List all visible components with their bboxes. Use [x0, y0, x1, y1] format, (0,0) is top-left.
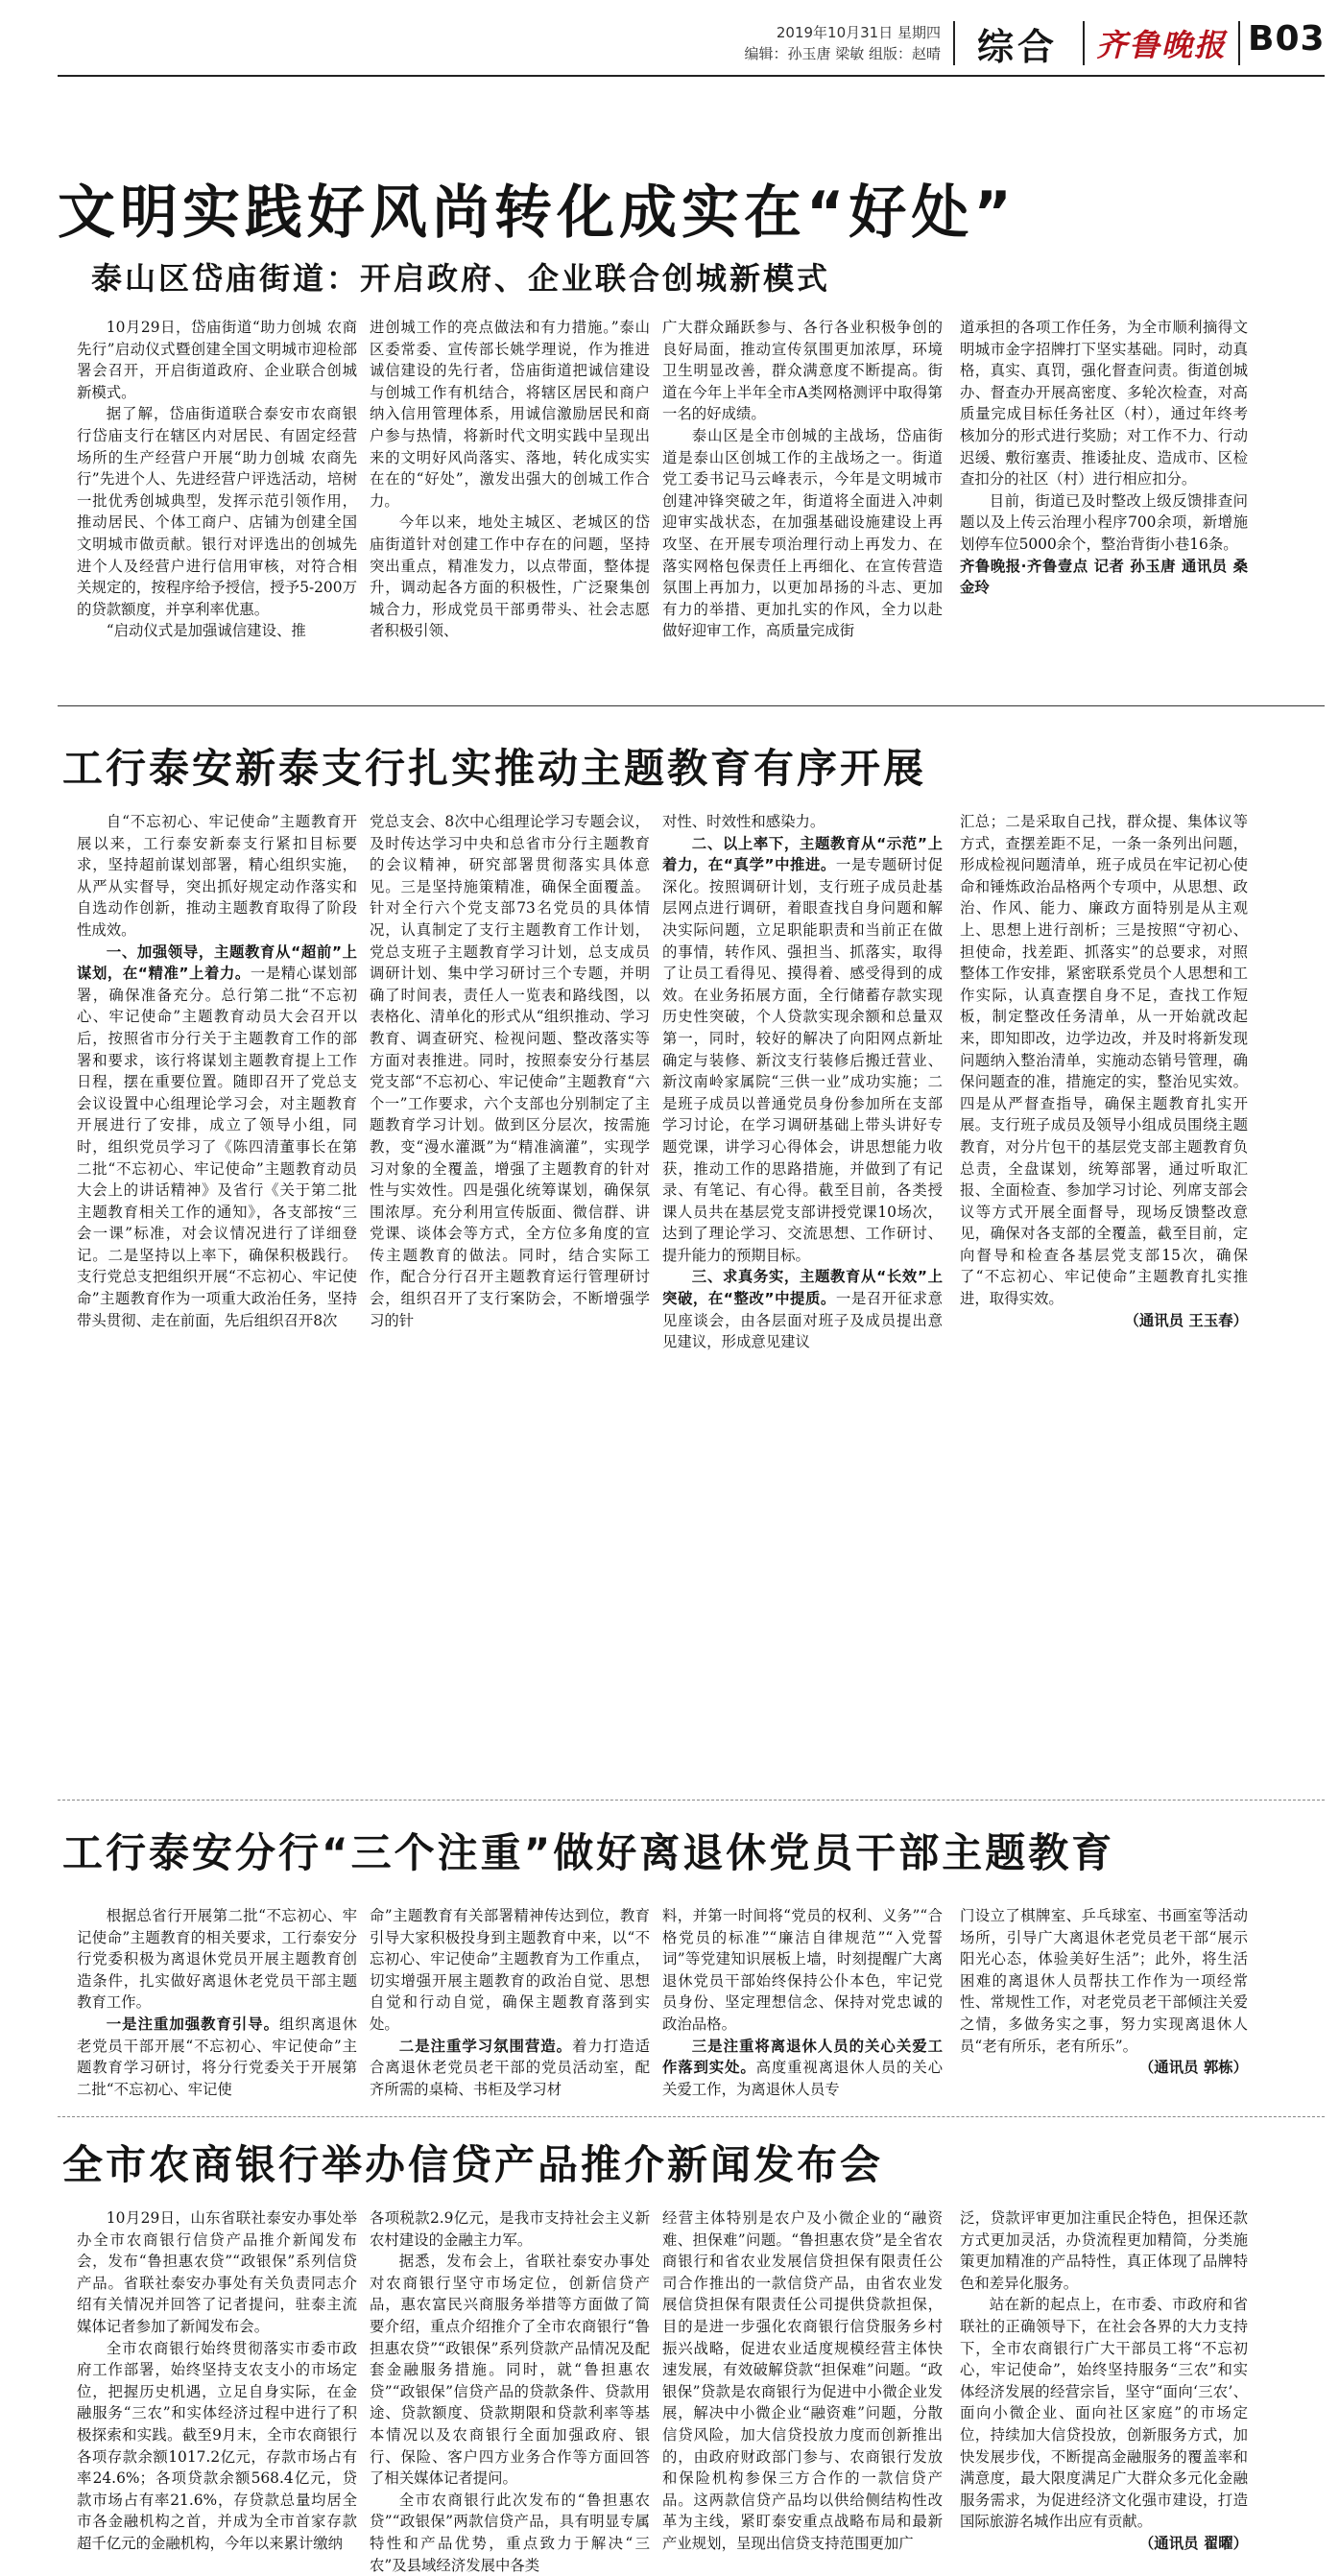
paragraph: 广大群众踊跃参与、各行各业积极争创的良好局面，推动宣传氛围更加浓厚，环境卫生明显改善，群众满意度不断提高。街道在今年上半年全市A类网格测评中取得第一名的好成绩。	[662, 319, 943, 423]
paragraph: “启动仪式是加强诚信建设、推	[106, 622, 306, 640]
paragraph: 据悉，发布会上，省联社泰安办事处对农商银行坚守市场定位，创新信贷产品，惠农富民兴商服务举措等方面做了简要介绍，重点介绍推介了全市农商银行“鲁担惠农贷”“政银保”系列贷款产品情况及配套金融服务措施。同时，就“鲁担惠农贷”“政银保”信贷产品的贷款条件、贷款用途、贷款额度、贷款期限和贷款利率等基本情况以及农商银行全面加强政府、银行、保险、客户四方业务合作等方面回答了相关媒体记者提问。	[370, 2253, 650, 2488]
paragraph: 进创城工作的亮点做法和有力措施。”泰山区委常委、宣传部长姚学理说，作为推进诚信建设的先行者，岱庙街道把诚信建设与创城工作有机结合，将辖区居民和商户纳入信用管理体系，用诚信激励居民和商户参与热情，将新时代文明实践中呈现出来的文明好风尚落实、落地，转化成实实在在的“好处”，激发出强大的创城工作合力。	[370, 319, 650, 510]
section-lead: 一是注重加强教育引导。	[106, 2015, 280, 2033]
paragraph-body: 一是专题研讨促深化。按照调研计划，支行班子成员赴基层网点进行调研，着眼查找自身问题和解决实际问题，立足职能职责和当前正在做的事情，转作风、强担当、抓落实，取得了让员工看得见、摸得着、感受得到的成效。在业务拓展方面，全行储蓄存款实现历史性突破，个人贷款实现余额和总量双第一，同时，较好的解决了向阳网点新址确定与装修、新汶支行装修后搬迁营业、新汶南岭家属院“三供一业”成功实施；二是班子成员以普通党员身份参加所在支部学习讨论，在学习调研基础上带头讲好专题党课，讲学习心得体会，讲思想能力收获，推动工作的思路措施，并做到了有记录、有笔记、有心得。截至目前，各类授课人员共在基层党支部讲授党课10场次，达到了理论学习、交流思想、工作研讨、提升能力的预期目标。	[662, 856, 943, 1264]
byline: （通讯员 翟曜）	[1138, 2534, 1248, 2552]
paragraph: 道承担的各项工作任务，为全市顺利摘得文明城市金字招牌打下坚实基础。同时，动真格，真实、真罚，强化督查问责。街道创城办、督查办开展高密度、多轮次检查，对高质量完成目标任务社区（村），通过年终考核加分的形式进行奖励；对工作不力、行动迟缓、敷衍塞责、推诿扯皮、造成市、区检查扣分的社区（村）进行相应扣分。	[960, 319, 1248, 489]
article-4-column-3	[662, 2207, 943, 2552]
paragraph: 命”主题教育有关部署精神传达到位，教育引导大家积极投身到主题教育中来，以“不忘初心、牢记使命”主题教育为工作重点，切实增强开展主题教育的政治自觉、思想自觉和行动自觉，确保主题教育落到实处。	[370, 1907, 650, 2033]
paragraph-body: 一是精心谋划部署，确保准备充分。总行第二批“不忘初心、牢记使命”主题教育动员大会召开以后，按照省市分行关于主题教育工作的部署和要求，该行将谋划主题教育提上工作日程，摆在重要位置。随即召开了党总支会议设置中心组理论学习会，对主题教育开展进行了安排，成立了领导小组，同时，组织党员学习了《陈四清董事长在第二批“不忘初心、牢记使命”主题教育动员大会上的讲话精神》及省行《关于第二批主题教育相关工作的通知》，各支部按“三会一课”标准，对会议情况进行了详细登记。二是坚持以上率下，确保积极践行。支行党总支把组织开展“不忘初心、牢记使命”主题教育作为一项重大政治任务，坚持带头贯彻、走在前面，先后组织召开8次	[77, 965, 357, 1329]
paragraph: 自“不忘初心、牢记使命”主题教育开展以来，工行泰安新泰支行紧扣目标要求，坚持超前谋划部署，精心组织实施，从严从实督导，突出抓好规定动作落实和自选动作创新，推动主题教育取得了阶段性成效。	[77, 813, 357, 939]
article-2-column-3	[662, 811, 943, 1771]
paragraph: 根据总省行开展第二批“不忘初心、牢记使命”主题教育的相关要求，工行泰安分行党委积极为离退休党员开展主题教育创造条件，扎实做好离退休老党员干部主题教育工作。	[77, 1907, 357, 2012]
article-3-column-2	[370, 1905, 650, 2107]
paragraph	[370, 2036, 650, 2101]
article-3-column-4	[960, 1905, 1248, 2107]
paragraph: 全市农商银行此次发布的“鲁担惠农贷”“政银保”两款信贷产品，具有明显专属特性和产品优势，重点致力于解决“三农”及县域经济发展中各类	[370, 2491, 650, 2574]
article-1-column-4	[960, 317, 1248, 681]
article-3-column-1	[77, 1905, 357, 2107]
paragraph: 10月29日，岱庙街道“助力创城 农商先行”启动仪式暨创建全国文明城市迎检部署会召开，开启街道政府、企业联合创城新模式。	[77, 319, 357, 401]
paragraph: 各项税款2.9亿元，是我市支持社会主义新农村建设的金融主力军。	[370, 2209, 650, 2249]
newspaper-logo: 齐鲁晚报	[1096, 27, 1228, 63]
paragraph-body: 一是召开征求意见座谈会，由各层面对班子及成员提出意见建议，形成意见建议	[662, 1290, 943, 1351]
article-4-headline: 全市农商银行举办信贷产品推介新闻发布会	[62, 2141, 884, 2188]
paragraph: 站在新的起点上，在市委、市政府和省联社的正确领导下，在社会各界的大力支持下，全市农商银行广大干部员工将“不忘初心，牢记使命”，始终坚持服务“三农”和实体经济发展的经营宗旨，坚守“面向‘三农’、面向小微企业、面向社区家庭”的市场定位，持续加大信贷投放，创新服务方式，加快发展步伐，不断提高金融服务的覆盖率和满意度，最大限度满足广大群众多元化金融服务需求，为促进经济文化强市建设，打造国际旅游名城作出应有贡献。	[960, 2296, 1248, 2531]
section-lead: 三、求真务实，主题教育从“长效”上突破，在“整改”中提质。	[662, 1268, 943, 1308]
article-1-column-2	[370, 317, 650, 681]
paragraph: 门设立了棋牌室、乒乓球室、书画室等活动场所，引导广大离退休老党员老干部“展示阳光心态，体验美好生活”；此外，将生活困难的离退休人员帮扶工作作为一项经常性、常规性工作，对老党员老干部倾注关爱之情，多做务实之事，努力实现离退休人员“老有所乐，老有所乐”。	[960, 1907, 1248, 2055]
byline: （通讯员 王玉春）	[1124, 1311, 1248, 1329]
section-lead: 三是注重将离退休人员的关心关爱工作落到实处。	[662, 2037, 943, 2077]
paragraph: 据了解，岱庙街道联合泰安市农商银行岱庙支行在辖区内对居民、有固定经营场所的生产经营户开展“助力创城 农商先行”先进个人、先进经营户评选活动，培树一批优秀创城典型，发挥示范引领作用，推动居民、个体工商户、店铺为创建全国文明城市做贡献。银行对评选出的创城先进个人及经营户进行信用审核，对符合相关规定的，按程序给予授信，授予5-200万的贷款额度，并享利率优惠。	[77, 405, 357, 618]
article-1-headline: 文明实践好风尚转化成实在“好处”	[58, 179, 1016, 247]
article-4-column-2	[370, 2207, 650, 2574]
paragraph: 经营主体特别是农户及小微企业的“融资难、担保难”问题。“鲁担惠农贷”是全省农商银行和省农业发展信贷担保有限责任公司合作推出的一款信贷产品，由省农业发展信贷担保有限责任公司提供贷款担保，目的是进一步强化农商银行信贷服务乡村振兴战略，促进农业适度规模经营主体快速发展，有效破解贷款“担保难”问题。“政银保”贷款是农商银行为促进中小微企业发展，解决中小微企业“融资难”问题，分散信贷风险，加大信贷投放力度而创新推出的，由政府财政部门参与、农商银行发放和保险机构参保三方合作的一款信贷产品。这两款信贷产品均以供给侧结构性改革为主线，紧盯泰安重点战略布局和最新产业规划，呈现出信贷支持范围更加广	[662, 2209, 943, 2552]
article-2-column-1	[77, 811, 357, 1771]
byline: （通讯员 郭栋）	[1138, 2059, 1248, 2077]
paragraph: 泛，贷款评审更加注重民企特色，担保还款方式更加灵活，办贷流程更加精简，分类施策更加精准的产品特性，真正体现了品牌特色和差异化服务。	[960, 2209, 1248, 2292]
paragraph-body: 高度重视离退休人员的关心关爱工作，为离退休人员专	[662, 2059, 943, 2098]
article-3-headline: 工行泰安分行“三个注重”做好离退休党员干部主题教育	[62, 1829, 1115, 1876]
paragraph: 对性、时效性和感染力。	[662, 813, 825, 830]
section-lead: 二是注重学习氛围营造。	[398, 2037, 573, 2055]
article-3-column-3	[662, 1905, 943, 2107]
paragraph: 目前，街道已及时整改上级反馈排查问题以及上传云治理小程序700余项，新增施划停车位5000余个，整治背街小巷16条。	[960, 491, 1248, 553]
header-date: 2019年10月31日 星期四	[776, 24, 941, 41]
header-divider	[953, 21, 955, 65]
paragraph: 料，并第一时间将“党员的权利、义务”“合格党员的标准”“廉洁自律规范”“入党誓词”等党建知识展板上墙，时刻提醒广大离退休党员干部始终保持公仆本色，牢记党员身份、坚定理想信念、保持对党忠诚的政治品格。	[662, 1907, 943, 2033]
section-lead: 二、以上率下，主题教育从“示范”上着力，在“真学”中推进。	[662, 834, 943, 874]
article-1-column-1	[77, 317, 357, 681]
article-2-column-4	[960, 811, 1248, 1771]
article-2-headline: 工行泰安新泰支行扎实推动主题教育有序开展	[62, 745, 927, 792]
paragraph-body: 组织离退休老党员干部开展“不忘初心、牢记使命”主题教育学习研讨，将分行党委关于开展第二批“不忘初心、牢记使	[77, 2015, 357, 2098]
section-name: 综合	[977, 26, 1059, 68]
article-1-column-3	[662, 317, 943, 681]
paragraph	[77, 942, 357, 1332]
article-divider	[58, 2116, 1325, 2117]
byline: 齐鲁晚报·齐鲁壹点 记者 孙玉唐 通讯员 桑金玲	[960, 557, 1248, 597]
paragraph	[77, 2014, 357, 2100]
article-2-column-2	[370, 811, 650, 1771]
header-divider	[1238, 21, 1240, 65]
article-divider	[58, 1800, 1325, 1801]
header-editors: 编辑：孙玉唐 梁敏 组版：赵晴	[744, 45, 941, 62]
paragraph: 全市农商银行始终贯彻落实市委市政府工作部署，始终坚持支农支小的市场定位，把握历史机遇，立足自身实际，在金融服务“三农”和实体经济过程中进行了积极探索和实践。截至9月末，全市农商银行各项存款余额1017.2亿元，存款市场占有率24.6%；各项贷款余额568.4亿元，贷款市场占有率21.6%，存贷款总量均居全市各金融机构之首，并成为全市首家存款超千亿元的金融机构，今年以来累计缴纳	[77, 2339, 357, 2552]
paragraph-body: 着力打造适合离退休老党员老干部的党员活动室，配齐所需的桌椅、书柜及学习材	[370, 2037, 650, 2098]
paragraph: 今年以来，地处主城区、老城区的岱庙街道针对创建工作中存在的问题，坚持突出重点，精准发力，以点带面，整体提升，调动起各方面的积极性，广泛聚集创城合力，形成党员干部勇带头、社会志愿者积极引领、	[370, 513, 650, 640]
article-4-column-4	[960, 2207, 1248, 2552]
header-rule	[58, 75, 1325, 77]
paragraph: 10月29日，山东省联社泰安办事处举办全市农商银行信贷产品推介新闻发布会，发布“鲁担惠农贷”“政银保”系列信贷产品。省联社泰安办事处有关负责同志介绍有关情况并回答了记者提问，驻泰主流媒体记者参加了新闻发布会。	[77, 2209, 357, 2335]
article-1-subheadline: 泰山区岱庙街道：开启政府、企业联合创城新模式	[91, 260, 831, 297]
section-lead: 一、加强领导，主题教育从“超前”上谋划，在“精准”上着力。	[77, 942, 357, 983]
paragraph: 汇总；二是采取自己找，群众提、集体议等方式，查摆差距不足，一条一条列出问题，形成检视问题清单，班子成员在牢记初心使命和锤炼政治品格两个专项中，从思想、政治、作风、能力、廉政方面特别是从主观上、思想上进行剖析；三是按照“守初心、担使命，找差距、抓落实”的总要求，对照整体工作安排，紧密联系党员个人思想和工作实际，认真查摆自身不足，查找工作短板，制定整改任务清单，从一开始就改起来，即知即改，边学边改，并及时将新发现问题纳入整治清单，实施动态销号管理，确保问题查的准，措施定的实，整治见实效。四是从严督查指导，确保主题教育扎实开展。支行班子成员及领导小组成员围绕主题教育，对分片包干的基层党支部主题教育负总责，全盘谋划，统筹部署，通过听取汇报、全面检查、参加学习讨论、列席支部会议等方式开展全面督导，现场反馈整改意见，确保对各支部的全覆盖，截至目前，定向督导和检查各基层党支部15次，确保了“不忘初心、牢记使命”主题教育扎实推进，取得实效。	[960, 813, 1248, 1308]
header-divider	[1083, 21, 1085, 65]
paragraph	[662, 2036, 943, 2101]
paragraph: 党总支会、8次中心组理论学习专题会议，及时传达学习中央和总省市分行主题教育的会议精神，研究部署贯彻落实具体意见。三是坚持施策精准，确保全面覆盖。针对全行六个党支部73名党员的具体情况，认真制定了支行主题教育工作计划，党总支班子主题教育学习计划，总支成员调研计划、集中学习研讨三个专题，并明确了时间表，责任人一览表和路线图，以表格化、清单化的形式从“组织推动、学习教育、调查研究、检视问题、整改落实等方面对表推进。同时，按照泰安分行基层党支部“不忘初心、牢记使命”主题教育“六个一”工作要求，六个支部也分别制定了主题教育学习计划。做到区分层次，按需施教，变“漫水灌溉”为“精准滴灌”，实现学习对象的全覆盖，增强了主题教育的针对性与实效性。四是强化统筹谋划，确保氛围浓厚。充分利用宣传版面、微信群、讲党课、谈体会等方式，全方位多角度的宣传主题教育的做法。同时，结合实际工作，配合分行召开主题教育运行管理研讨会，组织召开了支行案防会，不断增强学习的针	[370, 813, 650, 1329]
paragraph	[662, 833, 943, 1267]
article-divider	[58, 705, 1325, 706]
page-number: B03	[1248, 19, 1326, 59]
paragraph: 泰山区是全市创城的主战场，岱庙街道是泰山区创城工作的主战场之一。街道党工委书记马云峰表示，今年是文明城市创建冲锋突破之年，街道将全面进入冲刺迎审实战状态，在加强基础设施建设上再攻坚、在开展专项治理行动上再发力、在落实网格包保责任上再细化、在宣传营造氛围上再加力，以更加昂扬的斗志、更加有力的举措、更加扎实的作风，全力以赴做好迎审工作，高质量完成街	[662, 426, 943, 640]
article-4-column-1	[77, 2207, 357, 2552]
paragraph	[662, 1266, 943, 1352]
